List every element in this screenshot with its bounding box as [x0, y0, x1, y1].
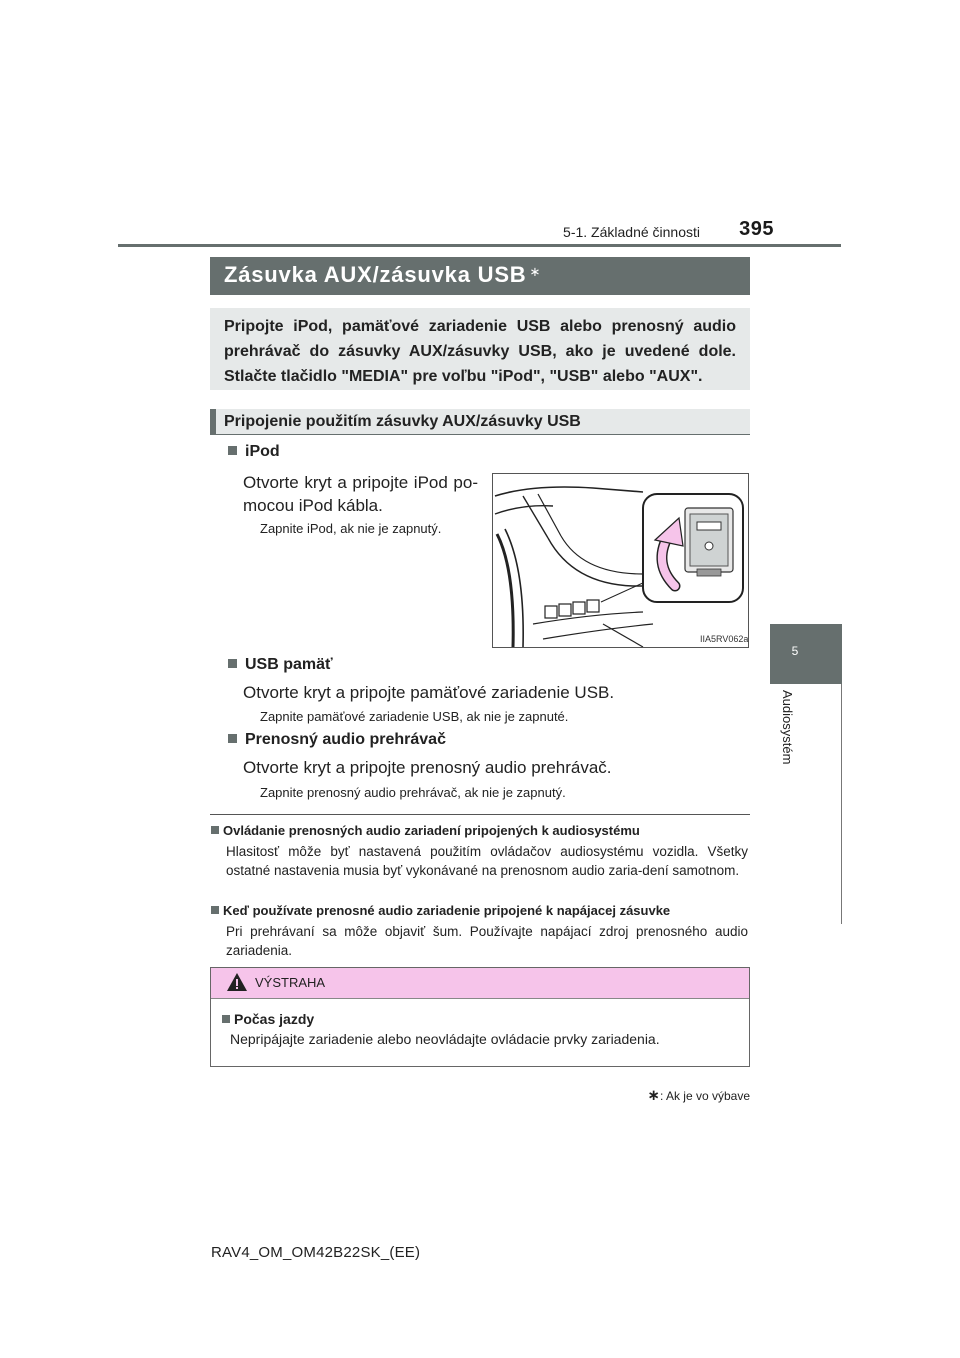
footnote [600, 1086, 750, 1104]
item-usb-body: Otvorte kryt a pripojte pamäťové zariadenie USB. [243, 683, 615, 702]
page-number: 395 [739, 218, 774, 240]
item-usb-note: Zapnite pamäťové zariadenie USB, ak nie je zapnuté. [260, 709, 569, 724]
note-2-heading: Keď používate prenosné audio zariadenie pripojené k napájacej zásuvke [211, 903, 751, 918]
subheading-accent [210, 409, 216, 435]
square-bullet-icon [222, 1015, 230, 1023]
figure-code: IIA5RV062a [700, 634, 749, 644]
square-bullet-icon [211, 826, 219, 834]
document-code: RAV4_OM_OM42B22SK_(EE) [211, 1244, 421, 1261]
title-marker: ∗ [529, 263, 541, 279]
warning-triangle-icon [226, 972, 248, 992]
section-title: 5-1. Základné činnosti [563, 224, 700, 240]
subheading: Pripojenie použitím zásuvky AUX/zásuvky USB [224, 413, 581, 430]
item-usb-heading: USB pamäť [228, 656, 333, 674]
page-title [210, 257, 750, 295]
item-player-note: Zapnite prenosný audio prehrávač, ak nie je zapnutý. [260, 785, 566, 800]
item-ipod-heading: iPod [228, 443, 280, 461]
square-bullet-icon [228, 659, 237, 668]
item-ipod-body-2: mocou iPod kábla. [243, 496, 383, 515]
item-ipod-note: Zapnite iPod, ak nie je zapnutý. [260, 521, 442, 536]
note-1-body: Hlasitosť môže byť nastavená použitím ovládačov audiosystému vozidla. Všetky ostatné nastavenia musia byť vykonávané na prenosnom audio zaria-dení samotnom. [226, 844, 748, 878]
section-divider [210, 814, 750, 815]
chapter-tab-line [841, 684, 842, 924]
warning-body: Nepripájajte zariadenie alebo neovládajte ovládacie prvky zariadenia. [230, 1031, 660, 1047]
page-title-text: Zásuvka AUX/zásuvka USB [224, 262, 527, 287]
chapter-label: Audiosystém [780, 690, 795, 765]
footnote-marker: ∗ [647, 1087, 660, 1104]
header-rule [118, 244, 841, 247]
item-ipod-body-1: Otvorte kryt a pripojte iPod po- [243, 473, 478, 492]
dashboard-usb-drawing [493, 474, 748, 647]
warning-subheading: Počas jazdy [222, 1011, 314, 1027]
chapter-number: 5 [791, 644, 799, 658]
note-1-heading: Ovládanie prenosných audio zariadení pripojených k audiosystému [211, 823, 751, 838]
footnote-text: : Ak je vo výbave [659, 1089, 750, 1103]
aux-usb-illustration [492, 473, 749, 648]
warning-title: VÝSTRAHA [255, 975, 326, 990]
square-bullet-icon [211, 906, 219, 914]
square-bullet-icon [228, 734, 237, 743]
intro-box: Pripojte iPod, pamäťové zariadenie USB alebo prenosný audio prehrávač do zásuvky AUX/zásuvky USB, ako je uvedené dole. Stlačte tlačidlo "MEDIA" pre voľbu "iPod", "USB" alebo "AUX". [210, 308, 750, 390]
note-2-body: Pri prehrávaní sa môže objaviť šum. Používajte napájací zdroj prenosného audio zariadenia. [226, 924, 748, 958]
item-player-heading: Prenosný audio prehrávač [228, 731, 446, 749]
square-bullet-icon [228, 446, 237, 455]
item-player-body: Otvorte kryt a pripojte prenosný audio prehrávač. [243, 758, 612, 777]
